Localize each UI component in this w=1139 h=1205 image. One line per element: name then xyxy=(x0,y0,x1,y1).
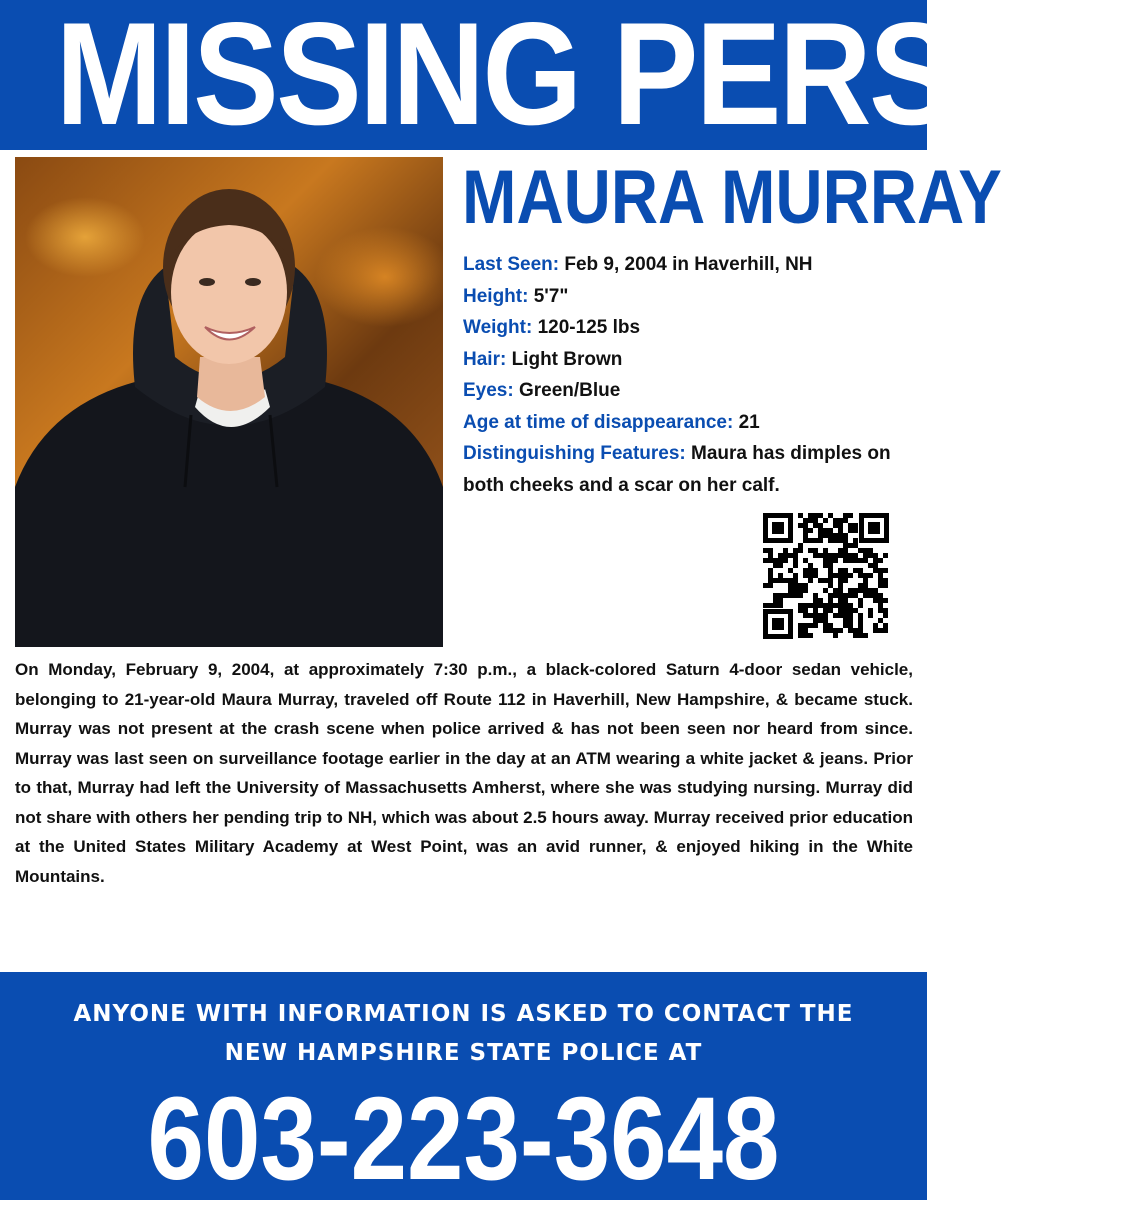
fact-value: Feb 9, 2004 in Haverhill, NH xyxy=(564,254,813,275)
fact-label: Distinguishing Features: xyxy=(463,443,686,464)
fact-value: Green/Blue xyxy=(518,380,621,401)
phone-number[interactable]: 603-223-3648 xyxy=(147,1073,780,1205)
facts-list xyxy=(463,249,903,501)
page-title: MISSING PERSON xyxy=(55,0,1139,155)
fact-value: 5'7" xyxy=(533,285,569,307)
fact-label: Height: xyxy=(463,285,529,307)
fact-distinguishing-features xyxy=(463,438,903,501)
header-banner xyxy=(0,0,1139,155)
fact-label: Hair: xyxy=(463,348,507,370)
fact-label: Weight: xyxy=(463,317,533,338)
contact-notice-line-2: NEW HAMPSHIRE STATE POLICE AT xyxy=(224,1040,703,1066)
fact-value: 21 xyxy=(738,411,760,433)
fact-eyes xyxy=(463,375,903,407)
fact-age xyxy=(463,407,903,439)
missing-person-photo xyxy=(15,157,443,647)
fact-weight xyxy=(463,312,903,344)
fact-last-seen xyxy=(463,249,903,281)
person-name: MAURA MURRAY xyxy=(462,155,1002,240)
fact-value: Light Brown xyxy=(511,348,623,370)
fact-value: Maura has dimples on both cheeks and a scar on her calf. xyxy=(463,443,891,496)
story-paragraph: On Monday, February 9, 2004, at approximately 7:30 p.m., a black-colored Saturn 4-door sedan vehicle, belonging to 21-year-old Maura Murray, traveled off Route 112 in Haverhill, New Hampshire, & became stuck. Murray was not present at the crash scene when police arrived & has not been seen nor heard from since. Murray was last seen on surveillance footage earlier in the day at an ATM wearing a white jacket & jeans. Prior to that, Murray had left the University of Massachusetts Amherst, where she was studying nursing. Murray did not share with others her pending trip to NH, which was about 2.5 hours away. Murray received prior education at the United States Military Academy at West Point, was an avid runner, & enjoyed hiking in the White Mountains. xyxy=(15,660,913,886)
fact-hair xyxy=(463,344,903,376)
footer-banner xyxy=(0,972,927,1205)
contact-notice-line-1: ANYONE WITH INFORMATION IS ASKED TO CONTACT THE xyxy=(73,1001,854,1027)
qr-code-graphic xyxy=(761,511,891,641)
portrait-image xyxy=(15,157,443,647)
fact-label: Age at time of disappearance: xyxy=(463,411,734,433)
qr-code-icon[interactable] xyxy=(761,511,891,641)
fact-label: Eyes: xyxy=(463,380,514,401)
fact-label: Last Seen: xyxy=(463,254,560,275)
fact-height xyxy=(463,281,903,313)
fact-value: 120-125 lbs xyxy=(537,317,641,338)
